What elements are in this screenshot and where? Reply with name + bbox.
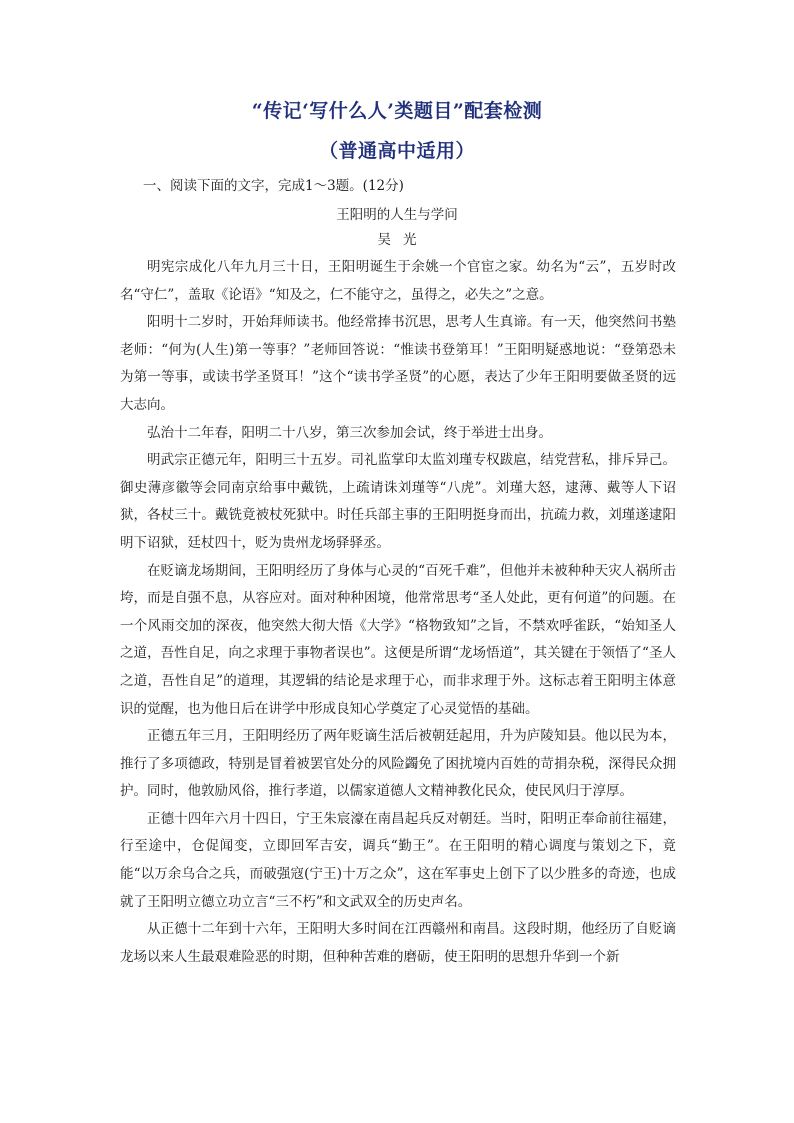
- paragraph: 阳明十二岁时，开始拜师读书。他经常捧书沉思，思考人生真谛。有一天，他突然问书塾老师：“何为(人生)第一等事？”老师回答说：“惟读书登第耳！”王阳明疑惑地说：“登第恐未为第一等事，或读书学圣贤耳！”这个“读书学圣贤”的心愿，表达了少年王阳明要做圣贤的远大志向。: [120, 314, 676, 413]
- essay-author: 吴光: [377, 232, 429, 248]
- paragraph: 明宪宗成化八年九月三十日，王阳明诞生于余姚一个官宦之家。幼名为“云”，五岁时改名“守仁”，盖取《论语》“知及之，仁不能守之，虽得之，必失之”之意。: [120, 259, 676, 303]
- paragraph: 明武宗正德元年，阳明三十五岁。司礼监掌印太监刘瑾专权跋扈，结党营私，排斥异己。御史薄彦徽等会同南京给事中戴铣，上疏请诛刘瑾等“八虎”。刘瑾大怒，逮薄、戴等人下诏狱，各杖三十。戴铣竟被杖死狱中。时任兵部主事的王阳明挺身而出，抗疏力救，刘瑾遂逮阳明下诏狱，廷杖四十，贬为贵州龙场驿驿丞。: [120, 452, 676, 551]
- paragraph: 在贬谪龙场期间，王阳明经历了身体与心灵的“百死千难”，但他并未被种种天灾人祸所击垮，而是自强不息，从容应对。面对种种困境，他常常思考“圣人处此，更有何道”的问题。在一个风雨交加的深夜，他突然大彻大悟《大学》“格物致知”之旨，不禁欢呼雀跃，“始知圣人之道，吾性自足，向之求理于事物者误也”。这便是所谓“龙场悟道”，其关键在于领悟了“圣人之道，吾性自足”的道理，其逻辑的结论是求理于心，而非求理于外。这标志着王阳明主体意识的觉醒，也为他日后在讲学中形成良知心学奠定了心灵觉悟的基础。: [120, 562, 676, 717]
- page-subtitle: （普通高中适用）: [318, 140, 475, 162]
- essay-title: 王阳明的人生与学问: [336, 207, 458, 223]
- section-instruction: 一、阅读下面的文字，完成1～3题。(12分): [143, 178, 404, 194]
- essay-body: [120, 254, 676, 971]
- page-title: “传记‘写什么人’类题目”配套检测: [251, 100, 543, 122]
- paragraph: 正德十四年六月十四日，宁王朱宸濠在南昌起兵反对朝廷。当时，阳明正奉命前往福建，行至途中，仓促闻变，立即回军吉安，调兵“勤王”。在王阳明的精心调度与策划之下，竟能“以万余乌合之兵，而破强寇(宁王)十万之众”，这在军事史上创下了以少胜多的奇迹，也成就了王阳明立德立功立言“三不朽”和文武双全的历史声名。: [120, 810, 676, 910]
- paragraph: 弘治十二年春，阳明二十八岁，第三次参加会试，终于举进士出身。: [147, 424, 552, 441]
- paragraph: 正德五年三月，王阳明经历了两年贬谪生活后被朝廷起用，升为庐陵知县。他以民为本，推行了多项德政，特别是冒着被罢官处分的风险蠲免了困扰境内百姓的苛捐杂税，深得民众拥护。同时，他敦励风俗，推行孝道，以儒家道德人文精神教化民众，使民风归于淳厚。: [120, 728, 676, 800]
- paragraph: 从正德十二年到十六年，王阳明大多时间在江西赣州和南昌。这段时期，他经历了自贬谪龙场以来人生最艰难险恶的时期，但种种苦难的磨砺，使王阳明的思想升华到一个新: [120, 921, 676, 965]
